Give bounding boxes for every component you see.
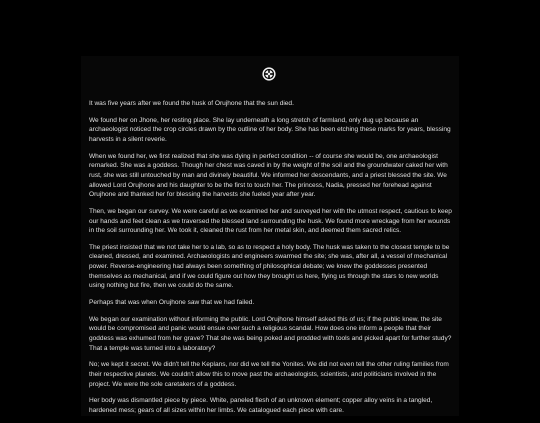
story-paragraph: The priest insisted that we not take her to a lab, so as to respect a holy body. The husk was taken to the closest temple to be cleaned, dressed, and examined. Archaeologists and engineers swarmed the site; she was, after all, a vessel of mechanical power. Reverse-engineering had always been something of philosophical debate; we knew the goddesses presented themselves as mechanical, and if we could figure out how they brought us here, flying us through the stars to new worlds using nothing but fire, then we could do the same. <box>89 243 450 290</box>
site-logo-icon[interactable] <box>262 67 276 81</box>
story-paragraph: No; we kept it secret. We didn't tell the Keplans, nor did we tell the Yonites. We did not even tell the other ruling families from their respective planets. We couldn't allow this to move past the archaeologists, scientists, and politicians involved in the project. We were the sole caretakers of a goddess. <box>89 361 449 388</box>
story-paragraph: When we found her, we first realized that she was dying in perfect condition -- of course she would be, one archaeologist remarked. She was a goddess. Though her chest was caved in by the weight of the soil and the groundwater caked her with rust, she was still untouched by man and divinely beautiful. We informed her descendants, and a priest blessed the site. We allowed Lord Orujhone and his daughter to be the first to touch her. The princess, Nadia, pressed her forehead against Orujhone and thanked her for blessing the harvests she fueled year after year. <box>89 152 448 199</box>
story-paragraph: Perhaps that was when Orujhone saw that we had failed. <box>89 299 255 307</box>
story-text <box>89 99 453 423</box>
story-paragraph: It was five years after we found the husk of Orujhone that the sun died. <box>89 100 294 107</box>
story-paragraph: Then, we began our survey. We were careful as we examined her and surveyed her with the utmost respect, cautious to keep our hands and feet clean as we traversed the blessed land surrounding the husk. We found more wreckage from her wounds in the soil surrounding her. We took it, cleaned the rust from her metal skin, and deemed them sacred relics. <box>89 207 452 235</box>
story-paragraph: We found her on Jhone, her resting place. She lay underneath a long stretch of farmland, only dug up because an archaeologist noticed the crop circles drawn by the outline of her body. She has been etching these marks for years, blessing harvests in a silent reverie. <box>89 116 451 143</box>
story-paragraph: Her body was dismantled piece by piece. White, paneled flesh of an unknown element; copper alloy veins in a tangled, hardened mess; gears of all sizes within her limbs. We catalogued each piece with care. <box>89 397 433 414</box>
story-paragraph: We began our examination without informing the public. Lord Orujhone himself asked this of us; if the public knew, the site would be compromised and panic would ensue over such a religious scandal. How does one inform a people that their goddess was exhumed from her grave? That she was being poked and prodded with tools and picked apart for further study? That a temple was turned into a laboratory? <box>89 315 452 352</box>
